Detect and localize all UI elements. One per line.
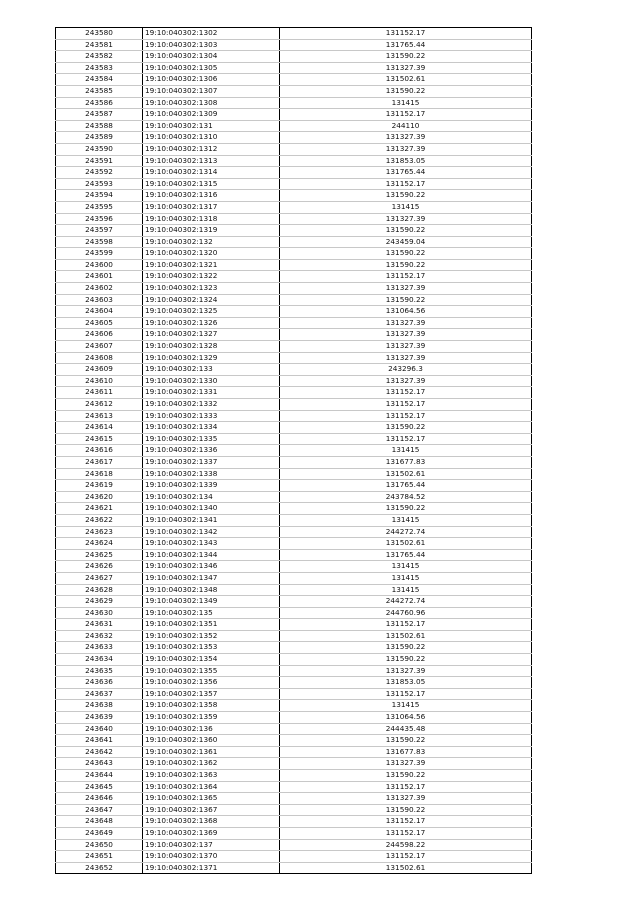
table-row <box>56 283 532 295</box>
cadastral-number-cell: 19:10:040302:1312 <box>143 143 280 155</box>
cadastral-number-cell: 19:10:040302:1309 <box>143 109 280 121</box>
value-cell: 131590.22 <box>280 248 532 260</box>
row-id-cell: 243627 <box>56 572 143 584</box>
cadastral-number-cell: 19:10:040302:1315 <box>143 178 280 190</box>
table-row <box>56 410 532 422</box>
value-cell: 131590.22 <box>280 503 532 515</box>
cadastral-number-cell: 19:10:040302:135 <box>143 607 280 619</box>
cadastral-number-cell: 19:10:040302:1308 <box>143 97 280 109</box>
row-id-cell: 243628 <box>56 584 143 596</box>
table-row <box>56 120 532 132</box>
value-cell: 131152.17 <box>280 781 532 793</box>
table-row <box>56 155 532 167</box>
row-id-cell: 243623 <box>56 526 143 538</box>
row-id-cell: 243595 <box>56 201 143 213</box>
table-row <box>56 827 532 839</box>
table-row <box>56 317 532 329</box>
value-cell: 131853.05 <box>280 677 532 689</box>
cadastral-number-cell: 19:10:040302:1334 <box>143 422 280 434</box>
cadastral-number-cell: 19:10:040302:1323 <box>143 283 280 295</box>
table-row <box>56 28 532 40</box>
value-cell: 131590.22 <box>280 804 532 816</box>
value-cell: 131502.61 <box>280 630 532 642</box>
row-id-cell: 243634 <box>56 654 143 666</box>
cadastral-number-cell: 19:10:040302:1367 <box>143 804 280 816</box>
value-cell: 131327.39 <box>280 341 532 353</box>
cadastral-number-cell: 19:10:040302:132 <box>143 236 280 248</box>
cadastral-number-cell: 19:10:040302:1328 <box>143 341 280 353</box>
row-id-cell: 243647 <box>56 804 143 816</box>
row-id-cell: 243630 <box>56 607 143 619</box>
row-id-cell: 243601 <box>56 271 143 283</box>
cadastral-number-cell: 19:10:040302:1344 <box>143 549 280 561</box>
value-cell: 244110 <box>280 120 532 132</box>
row-id-cell: 243581 <box>56 39 143 51</box>
row-id-cell: 243620 <box>56 491 143 503</box>
table-row <box>56 62 532 74</box>
table-row <box>56 329 532 341</box>
value-cell: 131327.39 <box>280 793 532 805</box>
row-id-cell: 243583 <box>56 62 143 74</box>
row-id-cell: 243652 <box>56 862 143 874</box>
row-id-cell: 243580 <box>56 28 143 40</box>
table-row <box>56 375 532 387</box>
cadastral-number-cell: 19:10:040302:1330 <box>143 375 280 387</box>
table-row <box>56 793 532 805</box>
row-id-cell: 243589 <box>56 132 143 144</box>
table-row <box>56 677 532 689</box>
value-cell: 131152.17 <box>280 433 532 445</box>
row-id-cell: 243636 <box>56 677 143 689</box>
table-row <box>56 85 532 97</box>
value-cell: 131327.39 <box>280 62 532 74</box>
value-cell: 243459.04 <box>280 236 532 248</box>
table-row <box>56 642 532 654</box>
row-id-cell: 243646 <box>56 793 143 805</box>
table-row <box>56 352 532 364</box>
value-cell: 243784.52 <box>280 491 532 503</box>
row-id-cell: 243610 <box>56 375 143 387</box>
table-row <box>56 51 532 63</box>
row-id-cell: 243619 <box>56 480 143 492</box>
cadastral-number-cell: 19:10:040302:1337 <box>143 456 280 468</box>
cadastral-number-cell: 19:10:040302:1302 <box>143 28 280 40</box>
value-cell: 131677.83 <box>280 456 532 468</box>
row-id-cell: 243604 <box>56 306 143 318</box>
value-cell: 131327.39 <box>280 758 532 770</box>
row-id-cell: 243607 <box>56 341 143 353</box>
cadastral-number-cell: 19:10:040302:1336 <box>143 445 280 457</box>
table-row <box>56 839 532 851</box>
row-id-cell: 243645 <box>56 781 143 793</box>
cadastral-number-cell: 19:10:040302:137 <box>143 839 280 851</box>
table-row <box>56 758 532 770</box>
row-id-cell: 243618 <box>56 468 143 480</box>
cadastral-number-cell: 19:10:040302:1305 <box>143 62 280 74</box>
value-cell: 131590.22 <box>280 190 532 202</box>
cadastral-number-cell: 19:10:040302:1319 <box>143 225 280 237</box>
row-id-cell: 243626 <box>56 561 143 573</box>
table-row <box>56 630 532 642</box>
table-row <box>56 712 532 724</box>
row-id-cell: 243600 <box>56 259 143 271</box>
cadastral-number-cell: 19:10:040302:1365 <box>143 793 280 805</box>
row-id-cell: 243622 <box>56 514 143 526</box>
value-cell: 131590.22 <box>280 735 532 747</box>
cadastral-number-cell: 19:10:040302:1347 <box>143 572 280 584</box>
row-id-cell: 243590 <box>56 143 143 155</box>
value-cell: 131415 <box>280 584 532 596</box>
value-cell: 131152.17 <box>280 387 532 399</box>
row-id-cell: 243585 <box>56 85 143 97</box>
cadastral-number-cell: 19:10:040302:1354 <box>143 654 280 666</box>
cadastral-number-cell: 19:10:040302:1352 <box>143 630 280 642</box>
row-id-cell: 243644 <box>56 770 143 782</box>
row-id-cell: 243625 <box>56 549 143 561</box>
table-row <box>56 746 532 758</box>
cadastral-number-cell: 19:10:040302:1321 <box>143 259 280 271</box>
table-row <box>56 596 532 608</box>
table-row <box>56 167 532 179</box>
row-id-cell: 243617 <box>56 456 143 468</box>
table-row <box>56 364 532 376</box>
row-id-cell: 243588 <box>56 120 143 132</box>
cadastral-number-cell: 19:10:040302:1326 <box>143 317 280 329</box>
row-id-cell: 243643 <box>56 758 143 770</box>
value-cell: 131152.17 <box>280 851 532 863</box>
value-cell: 244760.96 <box>280 607 532 619</box>
cadastral-number-cell: 19:10:040302:1303 <box>143 39 280 51</box>
table-row <box>56 503 532 515</box>
row-id-cell: 243615 <box>56 433 143 445</box>
cadastral-number-cell: 19:10:040302:1358 <box>143 700 280 712</box>
cadastral-number-cell: 19:10:040302:1369 <box>143 827 280 839</box>
table-row <box>56 97 532 109</box>
table-row <box>56 259 532 271</box>
value-cell: 244272.74 <box>280 526 532 538</box>
table-row <box>56 178 532 190</box>
cadastral-number-cell: 19:10:040302:1329 <box>143 352 280 364</box>
value-cell: 131152.17 <box>280 816 532 828</box>
value-cell: 131415 <box>280 201 532 213</box>
cadastral-number-cell: 19:10:040302:1362 <box>143 758 280 770</box>
table-row <box>56 190 532 202</box>
row-id-cell: 243637 <box>56 688 143 700</box>
cadastral-number-cell: 19:10:040302:1341 <box>143 514 280 526</box>
row-id-cell: 243638 <box>56 700 143 712</box>
value-cell: 131415 <box>280 561 532 573</box>
value-cell: 131415 <box>280 97 532 109</box>
table-row <box>56 781 532 793</box>
row-id-cell: 243594 <box>56 190 143 202</box>
row-id-cell: 243629 <box>56 596 143 608</box>
value-cell: 131590.22 <box>280 259 532 271</box>
cadastral-number-cell: 19:10:040302:1316 <box>143 190 280 202</box>
table-row <box>56 132 532 144</box>
row-id-cell: 243632 <box>56 630 143 642</box>
cadastral-number-cell: 19:10:040302:1370 <box>143 851 280 863</box>
cadastral-number-cell: 19:10:040302:136 <box>143 723 280 735</box>
value-cell: 244598.22 <box>280 839 532 851</box>
cadastral-number-cell: 19:10:040302:1356 <box>143 677 280 689</box>
table-row <box>56 387 532 399</box>
value-cell: 131677.83 <box>280 746 532 758</box>
table-row <box>56 225 532 237</box>
table-row <box>56 306 532 318</box>
row-id-cell: 243586 <box>56 97 143 109</box>
table-row <box>56 514 532 526</box>
cadastral-number-cell: 19:10:040302:1351 <box>143 619 280 631</box>
cadastral-number-cell: 19:10:040302:1320 <box>143 248 280 260</box>
row-id-cell: 243642 <box>56 746 143 758</box>
cadastral-number-cell: 19:10:040302:1335 <box>143 433 280 445</box>
value-cell: 131152.17 <box>280 688 532 700</box>
cadastral-number-cell: 19:10:040302:1318 <box>143 213 280 225</box>
table-row <box>56 549 532 561</box>
cadastral-number-cell: 19:10:040302:1313 <box>143 155 280 167</box>
cadastral-number-cell: 19:10:040302:1348 <box>143 584 280 596</box>
cadastral-number-cell: 19:10:040302:1333 <box>143 410 280 422</box>
row-id-cell: 243608 <box>56 352 143 364</box>
row-id-cell: 243621 <box>56 503 143 515</box>
cadastral-number-cell: 19:10:040302:1325 <box>143 306 280 318</box>
table-row <box>56 248 532 260</box>
value-cell: 131502.61 <box>280 468 532 480</box>
cadastral-number-cell: 19:10:040302:131 <box>143 120 280 132</box>
value-cell: 131415 <box>280 572 532 584</box>
cadastral-number-cell: 19:10:040302:1349 <box>143 596 280 608</box>
cadastral-number-cell: 19:10:040302:1363 <box>143 770 280 782</box>
value-cell: 131064.56 <box>280 712 532 724</box>
table-row <box>56 804 532 816</box>
row-id-cell: 243648 <box>56 816 143 828</box>
value-cell: 131590.22 <box>280 422 532 434</box>
cadastral-number-cell: 19:10:040302:1340 <box>143 503 280 515</box>
cadastral-number-cell: 19:10:040302:1361 <box>143 746 280 758</box>
table-row <box>56 74 532 86</box>
row-id-cell: 243582 <box>56 51 143 63</box>
row-id-cell: 243605 <box>56 317 143 329</box>
value-cell: 131415 <box>280 445 532 457</box>
cadastral-number-cell: 19:10:040302:1364 <box>143 781 280 793</box>
value-cell: 244272.74 <box>280 596 532 608</box>
table-row <box>56 538 532 550</box>
table-row <box>56 445 532 457</box>
row-id-cell: 243596 <box>56 213 143 225</box>
row-id-cell: 243593 <box>56 178 143 190</box>
table-row <box>56 213 532 225</box>
value-cell: 131152.17 <box>280 178 532 190</box>
table-row <box>56 201 532 213</box>
cadastral-number-cell: 19:10:040302:133 <box>143 364 280 376</box>
value-cell: 131152.17 <box>280 109 532 121</box>
value-cell: 131327.39 <box>280 317 532 329</box>
data-table <box>55 27 532 874</box>
row-id-cell: 243603 <box>56 294 143 306</box>
row-id-cell: 243650 <box>56 839 143 851</box>
row-id-cell: 243624 <box>56 538 143 550</box>
row-id-cell: 243584 <box>56 74 143 86</box>
table-row <box>56 143 532 155</box>
value-cell: 131502.61 <box>280 538 532 550</box>
value-cell: 131590.22 <box>280 85 532 97</box>
row-id-cell: 243649 <box>56 827 143 839</box>
table-row <box>56 723 532 735</box>
table-row <box>56 422 532 434</box>
cadastral-number-cell: 19:10:040302:1306 <box>143 74 280 86</box>
cadastral-number-cell: 19:10:040302:1307 <box>143 85 280 97</box>
row-id-cell: 243641 <box>56 735 143 747</box>
value-cell: 131765.44 <box>280 39 532 51</box>
row-id-cell: 243612 <box>56 399 143 411</box>
row-id-cell: 243639 <box>56 712 143 724</box>
row-id-cell: 243631 <box>56 619 143 631</box>
value-cell: 131327.39 <box>280 375 532 387</box>
value-cell: 131152.17 <box>280 399 532 411</box>
table-row <box>56 770 532 782</box>
cadastral-number-cell: 19:10:040302:134 <box>143 491 280 503</box>
value-cell: 131064.56 <box>280 306 532 318</box>
row-id-cell: 243587 <box>56 109 143 121</box>
table-row <box>56 665 532 677</box>
cadastral-number-cell: 19:10:040302:1324 <box>143 294 280 306</box>
table-row <box>56 619 532 631</box>
value-cell: 131415 <box>280 514 532 526</box>
value-cell: 131327.39 <box>280 213 532 225</box>
row-id-cell: 243616 <box>56 445 143 457</box>
table-row <box>56 271 532 283</box>
table-row <box>56 862 532 874</box>
table-row <box>56 109 532 121</box>
value-cell: 131327.39 <box>280 329 532 341</box>
table-row <box>56 399 532 411</box>
table-row <box>56 851 532 863</box>
value-cell: 131765.44 <box>280 167 532 179</box>
cadastral-number-cell: 19:10:040302:1371 <box>143 862 280 874</box>
cadastral-number-cell: 19:10:040302:1314 <box>143 167 280 179</box>
row-id-cell: 243606 <box>56 329 143 341</box>
table-row <box>56 294 532 306</box>
table-row <box>56 491 532 503</box>
value-cell: 131853.05 <box>280 155 532 167</box>
cadastral-number-cell: 19:10:040302:1342 <box>143 526 280 538</box>
row-id-cell: 243614 <box>56 422 143 434</box>
row-id-cell: 243602 <box>56 283 143 295</box>
row-id-cell: 243591 <box>56 155 143 167</box>
cadastral-number-cell: 19:10:040302:1343 <box>143 538 280 550</box>
table-row <box>56 480 532 492</box>
value-cell: 131152.17 <box>280 410 532 422</box>
value-cell: 131502.61 <box>280 74 532 86</box>
row-id-cell: 243613 <box>56 410 143 422</box>
table-row <box>56 584 532 596</box>
value-cell: 131152.17 <box>280 827 532 839</box>
table-row <box>56 735 532 747</box>
value-cell: 131590.22 <box>280 294 532 306</box>
row-id-cell: 243635 <box>56 665 143 677</box>
cadastral-number-cell: 19:10:040302:1310 <box>143 132 280 144</box>
cadastral-number-cell: 19:10:040302:1327 <box>143 329 280 341</box>
value-cell: 131590.22 <box>280 770 532 782</box>
value-cell: 131590.22 <box>280 225 532 237</box>
value-cell: 131327.39 <box>280 132 532 144</box>
value-cell: 131502.61 <box>280 862 532 874</box>
cadastral-number-cell: 19:10:040302:1338 <box>143 468 280 480</box>
table-row <box>56 654 532 666</box>
row-id-cell: 243598 <box>56 236 143 248</box>
cadastral-number-cell: 19:10:040302:1357 <box>143 688 280 700</box>
cadastral-number-cell: 19:10:040302:1304 <box>143 51 280 63</box>
cadastral-number-cell: 19:10:040302:1339 <box>143 480 280 492</box>
cadastral-number-cell: 19:10:040302:1355 <box>143 665 280 677</box>
value-cell: 131327.39 <box>280 283 532 295</box>
table-row <box>56 816 532 828</box>
table-body <box>56 28 532 874</box>
table-row <box>56 433 532 445</box>
row-id-cell: 243651 <box>56 851 143 863</box>
value-cell: 243296.3 <box>280 364 532 376</box>
table-row <box>56 236 532 248</box>
table-row <box>56 341 532 353</box>
table-row <box>56 572 532 584</box>
value-cell: 131765.44 <box>280 480 532 492</box>
cadastral-number-cell: 19:10:040302:1353 <box>143 642 280 654</box>
cadastral-number-cell: 19:10:040302:1346 <box>143 561 280 573</box>
cadastral-number-cell: 19:10:040302:1360 <box>143 735 280 747</box>
cadastral-number-cell: 19:10:040302:1368 <box>143 816 280 828</box>
row-id-cell: 243633 <box>56 642 143 654</box>
table-row <box>56 468 532 480</box>
value-cell: 131590.22 <box>280 642 532 654</box>
table-row <box>56 607 532 619</box>
value-cell: 131327.39 <box>280 665 532 677</box>
table-row <box>56 561 532 573</box>
value-cell: 131415 <box>280 700 532 712</box>
value-cell: 131327.39 <box>280 352 532 364</box>
table-row <box>56 456 532 468</box>
cadastral-number-cell: 19:10:040302:1359 <box>143 712 280 724</box>
cadastral-number-cell: 19:10:040302:1332 <box>143 399 280 411</box>
cadastral-number-cell: 19:10:040302:1331 <box>143 387 280 399</box>
row-id-cell: 243597 <box>56 225 143 237</box>
row-id-cell: 243609 <box>56 364 143 376</box>
value-cell: 131765.44 <box>280 549 532 561</box>
value-cell: 131590.22 <box>280 654 532 666</box>
value-cell: 131152.17 <box>280 619 532 631</box>
row-id-cell: 243611 <box>56 387 143 399</box>
cadastral-number-cell: 19:10:040302:1322 <box>143 271 280 283</box>
value-cell: 244435.48 <box>280 723 532 735</box>
table-row <box>56 700 532 712</box>
value-cell: 131152.17 <box>280 271 532 283</box>
row-id-cell: 243592 <box>56 167 143 179</box>
table-row <box>56 526 532 538</box>
row-id-cell: 243599 <box>56 248 143 260</box>
cadastral-number-cell: 19:10:040302:1317 <box>143 201 280 213</box>
table-row <box>56 39 532 51</box>
table-row <box>56 688 532 700</box>
value-cell: 131327.39 <box>280 143 532 155</box>
value-cell: 131152.17 <box>280 28 532 40</box>
row-id-cell: 243640 <box>56 723 143 735</box>
value-cell: 131590.22 <box>280 51 532 63</box>
